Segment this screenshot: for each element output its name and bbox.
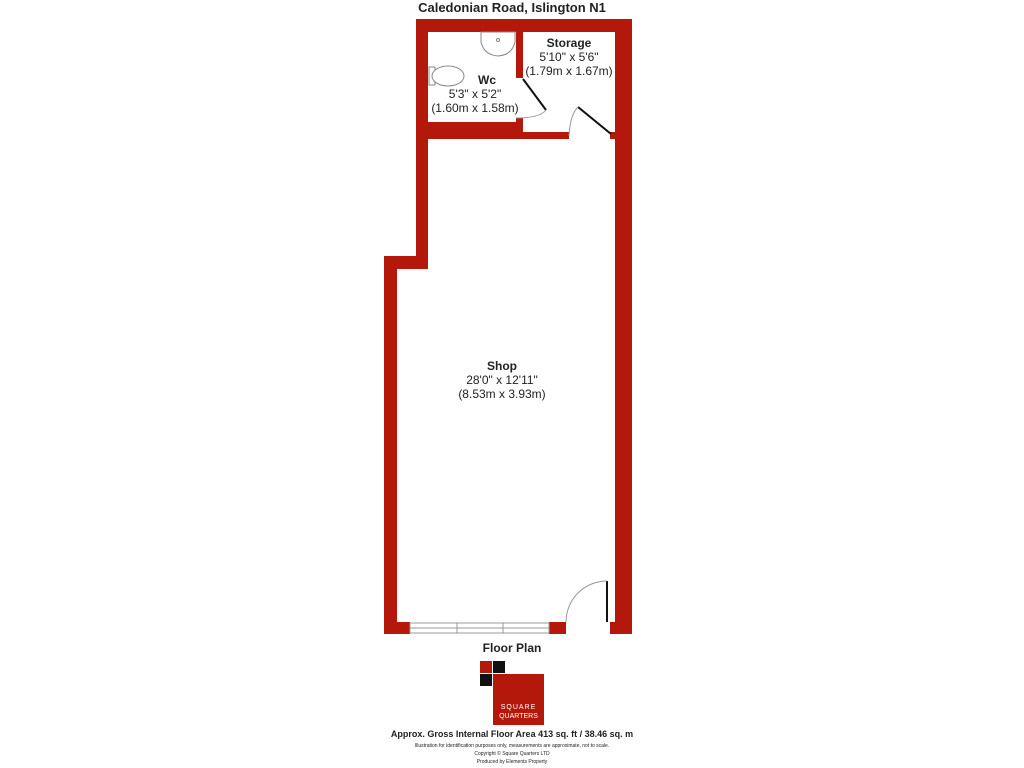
room-name: Shop xyxy=(487,359,517,373)
room-metric: (8.53m x 3.93m) xyxy=(458,387,546,401)
logo-line2: QUARTERS xyxy=(499,713,538,720)
wall-top xyxy=(416,19,632,32)
room-name: Wc xyxy=(478,73,496,87)
room-shop xyxy=(440,359,564,401)
room-metric: (1.79m x 1.67m) xyxy=(525,64,613,78)
sink-icon xyxy=(481,32,515,56)
room-name: Storage xyxy=(546,36,592,50)
room-storage xyxy=(524,36,614,78)
plan-title: Caledonian Road, Islington N1 xyxy=(418,0,606,15)
floor-plan-label: Floor Plan xyxy=(482,641,542,655)
floor-area: Approx. Gross Internal Floor Area 413 sq. ft / 38.46 sq. m xyxy=(390,729,634,739)
logo-text xyxy=(493,703,544,721)
wall-bottom-right xyxy=(610,622,632,634)
storage-door xyxy=(578,107,611,134)
room-imperial: 28'0" x 12'11" xyxy=(466,373,538,387)
wall-partition-lower xyxy=(516,118,523,139)
wall-bottom-left xyxy=(384,622,410,634)
shop-window xyxy=(410,623,549,633)
wall-wc-bottom xyxy=(428,122,516,139)
wc-door xyxy=(523,79,546,110)
room-metric: (1.60m x 1.58m) xyxy=(431,101,519,115)
wall-storage-bottom xyxy=(523,132,569,139)
logo-line1: SQUARE xyxy=(500,704,537,711)
room-imperial: 5'10" x 5'6" xyxy=(539,50,599,64)
room-imperial: 5'3" x 5'2" xyxy=(448,87,502,101)
wall-bottom-mid xyxy=(549,622,566,634)
room-wc xyxy=(428,73,522,115)
wall-partition-upper xyxy=(516,32,523,78)
wall-left-upper xyxy=(416,19,428,269)
copyright: Copyright © Square Quarters LTD xyxy=(474,751,550,757)
disclaimer: Illustration for identification purposes only, measurements are approximate, not to scale. xyxy=(414,743,610,749)
wall-left-lower xyxy=(384,256,397,634)
produced-by: Produced by Elements Property xyxy=(476,759,548,765)
doors xyxy=(516,79,611,622)
wall-right xyxy=(615,19,632,634)
